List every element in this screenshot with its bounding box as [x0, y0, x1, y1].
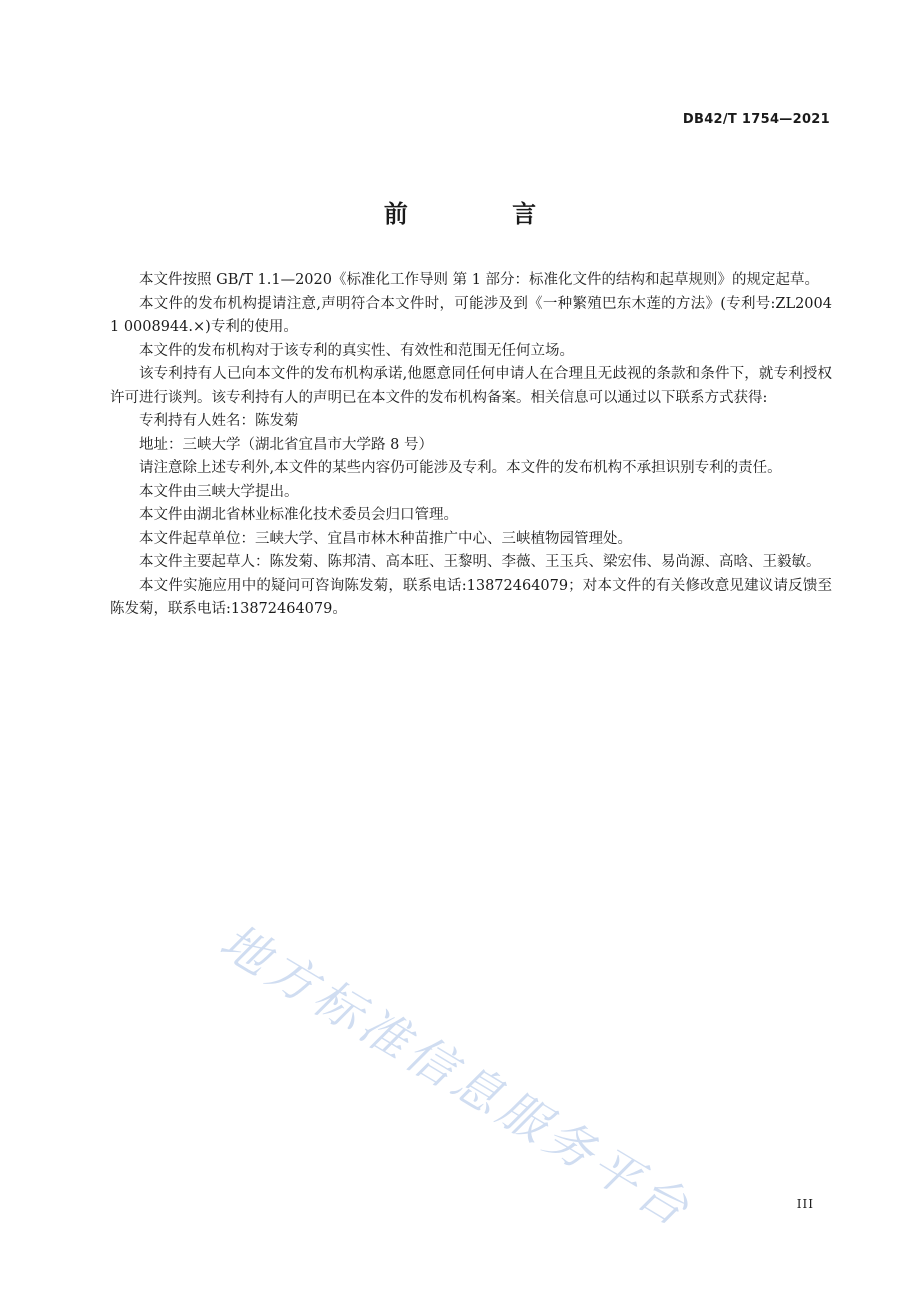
paragraph-patent-notice: 本文件的发布机构提请注意,声明符合本文件时，可能涉及到《一种繁殖巴东木莲的方法》(专利号:ZL2004 1 0008944.×)专利的使用。	[110, 295, 832, 335]
standard-code: DB42/T 1754—2021	[682, 112, 830, 127]
paragraph-drafting-units: 本文件起草单位：三峡大学、宜昌市林木种苗推广中心、三峡植物园管理处。	[139, 530, 632, 547]
paragraph-proposer: 本文件由三峡大学提出。	[139, 483, 299, 500]
paragraph-drafters: 本文件主要起草人：陈发菊、陈邦清、高本旺、王黎明、李薇、王玉兵、梁宏伟、易尚源、高晗、王毅敏。	[139, 554, 821, 570]
paragraph-contact: 本文件实施应用中的疑问可咨询陈发菊，联系电话:13872464079；对本文件的有关修改意见建议请反馈至陈发菊，联系电话:13872464079。	[110, 577, 832, 617]
page-number: III	[796, 1197, 814, 1211]
paragraph-patent-holder: 专利持有人姓名：陈发菊	[139, 413, 299, 429]
paragraph-address: 地址：三峡大学（湖北省宜昌市大学路 8 号）	[139, 436, 433, 453]
watermark: 地方标准信息服务平台	[210, 913, 703, 1240]
page-title: 前 言	[383, 200, 585, 228]
paragraph-other-patents: 请注意除上述专利外,本文件的某些内容仍可能涉及专利。本文件的发布机构不承担识别专利的责任。	[139, 460, 782, 476]
paragraph-patent-commitment: 该专利持有人已向本文件的发布机构承诺,他愿意同任何申请人在合理且无歧视的条款和条件下，就专利授权许可进行谈判。该专利持有人的声明已在本文件的发布机构备案。相关信息可以通过以下联系方式获得:	[110, 366, 832, 406]
paragraph-patent-position: 本文件的发布机构对于该专利的真实性、有效性和范围无任何立场。	[139, 342, 574, 359]
paragraph-administration: 本文件由湖北省林业标准化技术委员会归口管理。	[139, 507, 458, 523]
foreword-body	[110, 269, 832, 622]
paragraph-drafting-rules: 本文件按照 GB/T 1.1—2020《标准化工作导则 第 1 部分：标准化文件的结构和起草规则》的规定起草。	[139, 272, 820, 288]
